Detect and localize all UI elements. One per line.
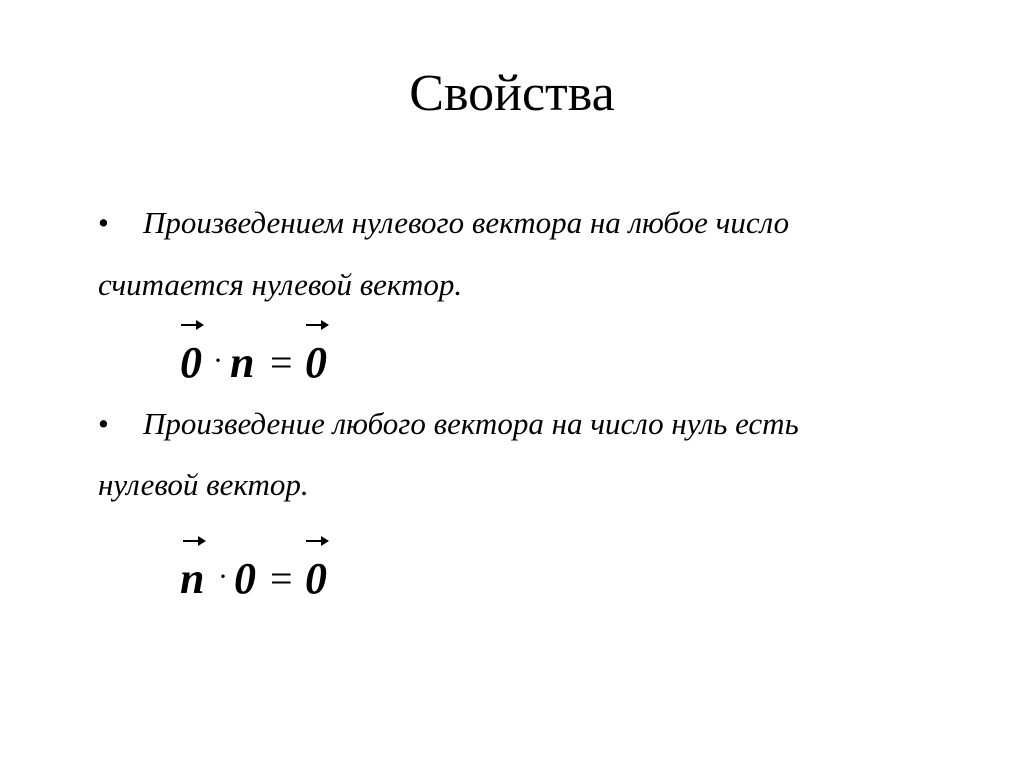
vector-arrow-icon	[182, 534, 206, 548]
bullet-2-text-line-1: Произведение любого вектора на число нуль есть	[143, 406, 799, 441]
bullet-2-text-line-2: нулевой вектор.	[98, 467, 309, 502]
formula-2-result-zero-vector: 0	[305, 554, 327, 603]
bullet-marker-2: •	[98, 406, 109, 441]
bullet-marker-1: •	[98, 205, 109, 240]
formula-1-result-zero-vector: 0	[305, 338, 327, 387]
formula-zero-times-n	[178, 318, 358, 388]
formula-n-times-zero	[178, 534, 358, 604]
formula-2-dot: ·	[218, 560, 228, 593]
formula-1-dot: ·	[213, 344, 223, 377]
formula-2-equals: =	[270, 556, 293, 601]
formula-1-zero-vector: 0	[180, 338, 202, 387]
slide-title: Свойства	[409, 65, 615, 122]
bullet-1-text-line-2: считается нулевой вектор.	[98, 267, 463, 302]
formula-1-n: n	[230, 338, 255, 387]
formula-1-equals: =	[270, 340, 293, 385]
formula-2-zero: 0	[234, 554, 256, 603]
vector-arrow-icon	[305, 318, 329, 332]
vector-arrow-icon	[180, 318, 204, 332]
vector-arrow-icon	[305, 534, 329, 548]
bullet-1-text-line-1: Произведением нулевого вектора на любое число	[143, 205, 790, 240]
formula-2-n-vector: n	[180, 554, 205, 603]
